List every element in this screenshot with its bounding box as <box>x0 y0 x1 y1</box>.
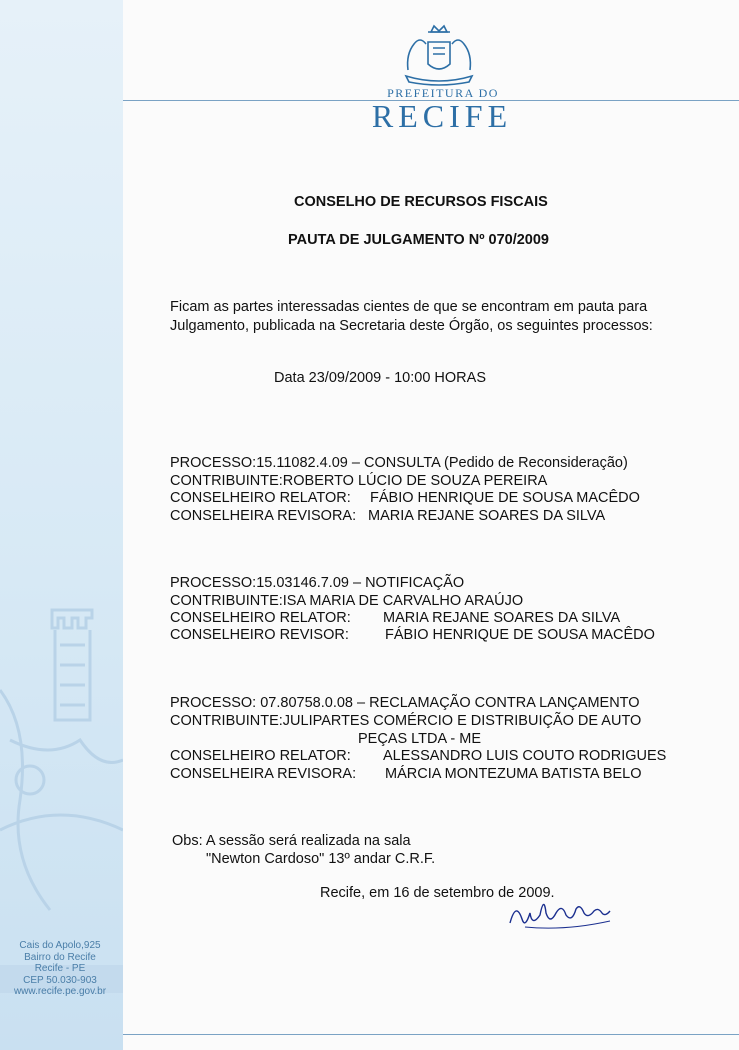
address-city: Recife - PE <box>34 963 86 974</box>
sidebar-band <box>0 0 123 1050</box>
relator-name: ALESSANDRO LUIS COUTO RODRIGUES <box>383 748 667 764</box>
process-contributor-continued: PEÇAS LTDA - ME <box>358 731 482 747</box>
relator-label: CONSELHEIRO RELATOR: <box>170 748 351 764</box>
relator-name: MARIA REJANE SOARES DA SILVA <box>383 610 621 626</box>
obs-line-1: Obs: A sessão será realizada na sala <box>172 833 411 849</box>
process-contributor: CONTRIBUINTE:JULIPARTES COMÉRCIO E DISTRIBUIÇÃO DE AUTO <box>170 713 642 729</box>
agenda-title: PAUTA DE JULGAMENTO Nº 070/2009 <box>288 232 549 248</box>
footer-divider <box>123 1034 739 1035</box>
reviewer-label: CONSELHEIRO REVISOR: <box>170 627 349 643</box>
brand-subtitle: PREFEITURA DO <box>387 86 499 100</box>
intro-line-1: Ficam as partes interessadas cientes de que se encontram em pauta para <box>170 299 648 315</box>
intro-line-2: Julgamento, publicada na Secretaria deste Órgão, os seguintes processos: <box>170 318 653 334</box>
address-zip: CEP 50.030-903 <box>23 974 97 986</box>
address-district: Bairro do Recife <box>24 951 96 963</box>
process-number: PROCESSO: 07.80758.0.08 – RECLAMAÇÃO CONTRA LANÇAMENTO <box>170 695 640 711</box>
address-street: Cais do Apolo,925 <box>19 940 101 951</box>
process-contributor: CONTRIBUINTE:ROBERTO LÚCIO DE SOUZA PEREIRA <box>170 473 548 489</box>
reviewer-label: CONSELHEIRA REVISORA: <box>170 766 357 782</box>
relator-label: CONSELHEIRO RELATOR: <box>170 610 351 626</box>
obs-line-2: "Newton Cardoso" 13º andar C.R.F. <box>206 851 436 867</box>
process-contributor: CONTRIBUINTE:ISA MARIA DE CARVALHO ARAÚJO <box>170 593 524 609</box>
reviewer-label: CONSELHEIRA REVISORA: <box>170 508 357 524</box>
reviewer-name: MARIA REJANE SOARES DA SILVA <box>368 508 606 524</box>
reviewer-name: FÁBIO HENRIQUE DE SOUSA MACÊDO <box>385 627 655 643</box>
council-title: CONSELHO DE RECURSOS FISCAIS <box>294 194 548 210</box>
process-number: PROCESSO:15.11082.4.09 – CONSULTA (Pedido de Reconsideração) <box>170 455 628 471</box>
process-number: PROCESSO:15.03146.7.09 – NOTIFICAÇÃO <box>170 575 465 591</box>
brand-title: RECIFE <box>371 98 513 134</box>
city-watermark-icon <box>0 570 123 1000</box>
session-date: Data 23/09/2009 - 10:00 HORAS <box>274 370 486 386</box>
reviewer-name: MÁRCIA MONTEZUMA BATISTA BELO <box>385 766 642 782</box>
relator-name: FÁBIO HENRIQUE DE SOUSA MACÊDO <box>370 490 640 506</box>
relator-label: CONSELHEIRO RELATOR: <box>170 490 351 506</box>
address-website: www.recife.pe.gov.br <box>13 986 107 997</box>
coat-of-arms-icon <box>398 22 480 86</box>
address-block <box>4 940 116 998</box>
closing-date: Recife, em 16 de setembro de 2009. <box>320 885 555 901</box>
signature <box>505 893 620 937</box>
